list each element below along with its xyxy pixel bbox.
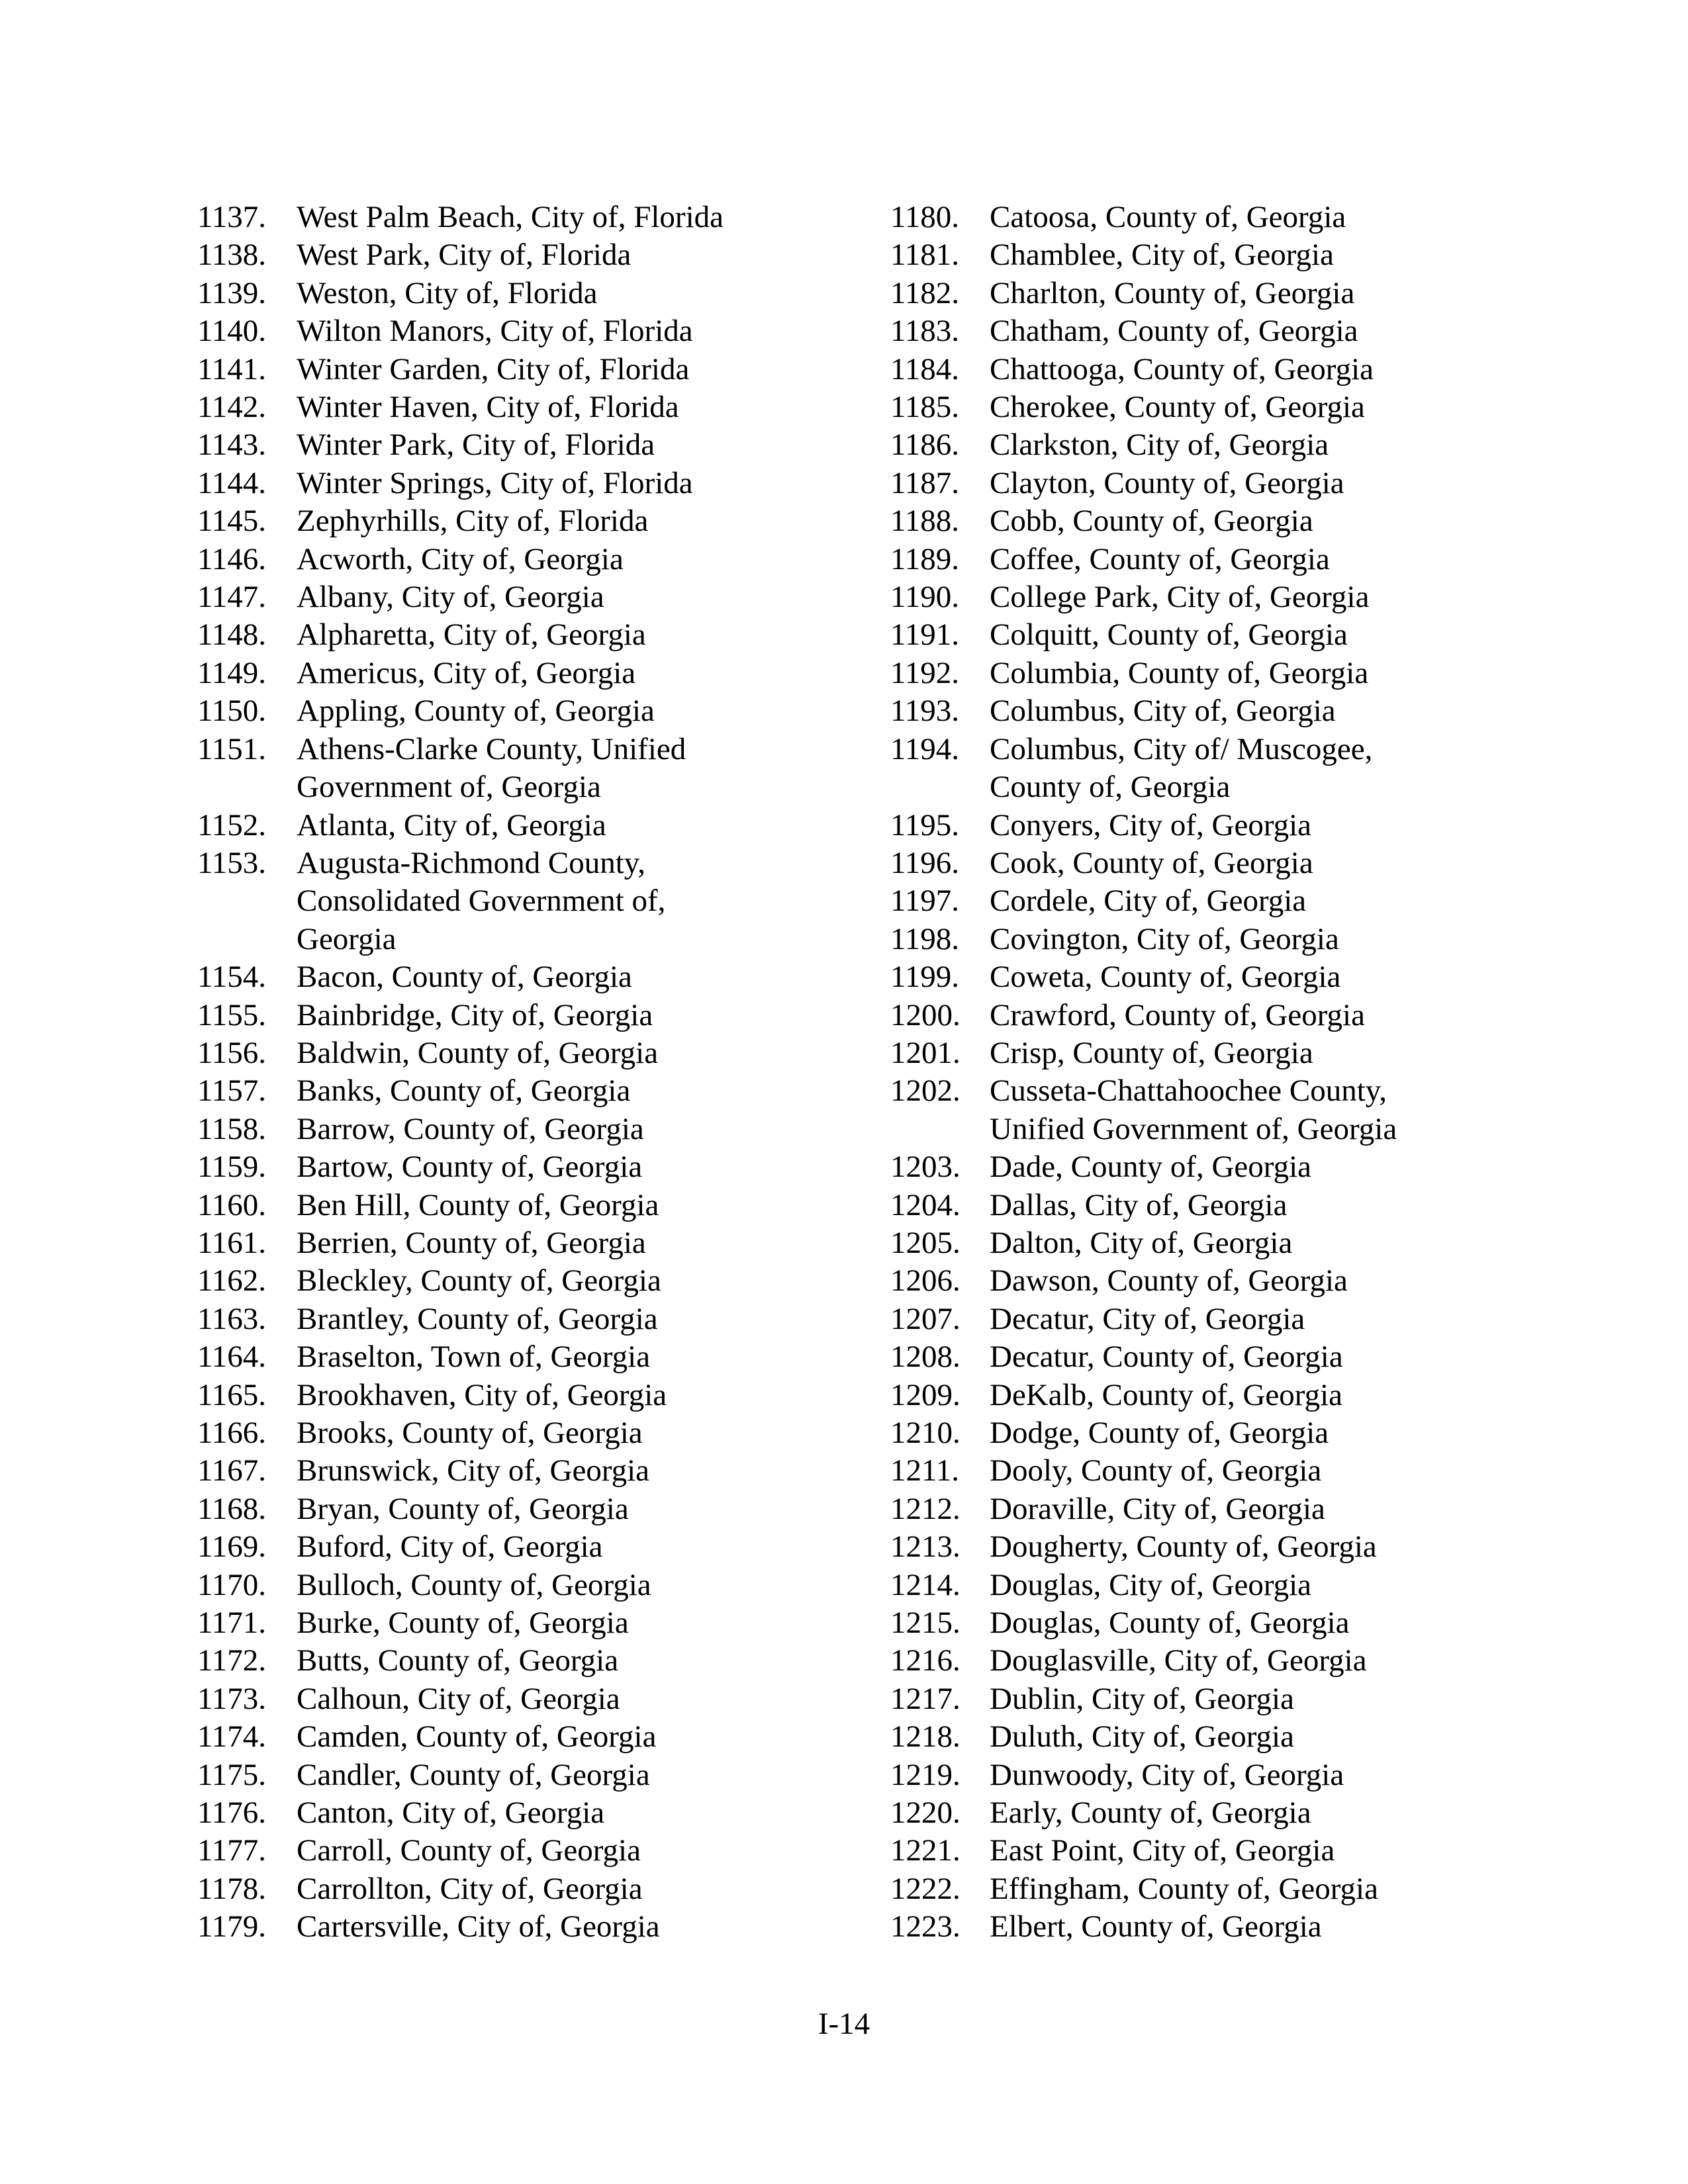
list-item-text: Carroll, County of, Georgia bbox=[297, 1833, 641, 1868]
list-item bbox=[197, 958, 886, 996]
list-item-text: Dalton, City of, Georgia bbox=[990, 1225, 1293, 1260]
list-item-text: Calhoun, City of, Georgia bbox=[297, 1681, 620, 1716]
list-item-number: 1202. bbox=[890, 1073, 961, 1109]
list-item-text: Columbia, County of, Georgia bbox=[990, 655, 1369, 690]
list-item bbox=[890, 1756, 1579, 1794]
list-item-text: Acworth, City of, Georgia bbox=[297, 541, 624, 576]
list-item-number: 1193. bbox=[890, 694, 960, 729]
list-item-text: Atlanta, City of, Georgia bbox=[297, 807, 606, 842]
list-item-text: Buford, City of, Georgia bbox=[297, 1529, 603, 1565]
list-item-number: 1152. bbox=[197, 807, 267, 842]
list-item bbox=[197, 997, 886, 1034]
list-item bbox=[890, 1034, 1579, 1072]
list-item bbox=[890, 1642, 1579, 1680]
list-item bbox=[197, 1642, 886, 1680]
list-item-text: West Park, City of, Florida bbox=[297, 238, 632, 273]
list-item-number: 1186. bbox=[890, 428, 960, 463]
list-item bbox=[890, 1490, 1579, 1528]
list-item bbox=[197, 807, 886, 844]
list-item-text: Covington, City of, Georgia bbox=[990, 921, 1339, 956]
list-item-number: 1161. bbox=[197, 1225, 267, 1260]
list-item-number: 1158. bbox=[197, 1111, 267, 1146]
list-item-text: Albany, City of, Georgia bbox=[297, 580, 604, 615]
list-item-number: 1183. bbox=[890, 314, 960, 349]
list-item-text: Catoosa, County of, Georgia bbox=[990, 200, 1346, 234]
list-item-text: Canton, City of, Georgia bbox=[297, 1796, 605, 1831]
list-item bbox=[197, 1377, 886, 1414]
list-item-text: Brooks, County of, Georgia bbox=[297, 1416, 643, 1450]
list-item-text: Bartow, County of, Georgia bbox=[297, 1150, 643, 1185]
list-item-number: 1169. bbox=[197, 1529, 267, 1565]
list-item-number: 1197. bbox=[890, 884, 960, 919]
list-item-number: 1165. bbox=[197, 1377, 267, 1412]
list-item bbox=[890, 616, 1579, 654]
list-item-number: 1198. bbox=[890, 921, 960, 956]
list-item-text: Douglas, County of, Georgia bbox=[990, 1606, 1350, 1641]
list-item-text: East Point, City of, Georgia bbox=[990, 1833, 1335, 1868]
list-item-number: 1153. bbox=[197, 845, 267, 880]
list-item-number: 1222. bbox=[890, 1871, 961, 1906]
list-item-number: 1175. bbox=[197, 1757, 267, 1792]
list-item-text: Cook, County of, Georgia bbox=[990, 845, 1313, 880]
list-item-number: 1204. bbox=[890, 1187, 961, 1222]
list-item-number: 1138. bbox=[197, 238, 267, 273]
list-item-number: 1188. bbox=[890, 504, 960, 539]
list-item-number: 1173. bbox=[197, 1681, 267, 1716]
list-item-number: 1155. bbox=[197, 997, 267, 1032]
list-item-number: 1216. bbox=[890, 1643, 961, 1678]
list-item bbox=[197, 541, 886, 578]
list-item bbox=[890, 1452, 1579, 1490]
list-item-text: College Park, City of, Georgia bbox=[990, 580, 1370, 615]
list-item-text: Carrollton, City of, Georgia bbox=[297, 1871, 643, 1906]
list-item-text: Doraville, City of, Georgia bbox=[990, 1491, 1325, 1526]
list-item-text: Elbert, County of, Georgia bbox=[990, 1909, 1322, 1944]
list-item bbox=[197, 692, 886, 730]
list-item-text: Douglasville, City of, Georgia bbox=[990, 1643, 1367, 1678]
list-item-number: 1162. bbox=[197, 1263, 267, 1298]
page-number: I-14 bbox=[818, 2007, 870, 2041]
list-item-text: Butts, County of, Georgia bbox=[297, 1643, 619, 1678]
list-item bbox=[890, 236, 1579, 274]
list-item-number: 1199. bbox=[890, 960, 960, 995]
list-item bbox=[197, 1300, 886, 1338]
list-item-number: 1182. bbox=[890, 275, 960, 310]
list-item bbox=[890, 882, 1579, 920]
list-item-text: Zephyrhills, City of, Florida bbox=[297, 504, 649, 539]
list-item bbox=[890, 1187, 1579, 1224]
list-item-number: 1184. bbox=[890, 351, 960, 387]
list-item-number: 1218. bbox=[890, 1719, 961, 1754]
list-item bbox=[890, 351, 1579, 388]
list-item bbox=[890, 692, 1579, 730]
list-item-text: Brookhaven, City of, Georgia bbox=[297, 1377, 667, 1412]
list-item bbox=[197, 426, 886, 464]
list-item-text: Dawson, County of, Georgia bbox=[990, 1263, 1348, 1298]
right-column bbox=[890, 199, 1579, 1946]
list-item bbox=[890, 502, 1579, 540]
list-item bbox=[890, 1224, 1579, 1262]
list-item-text: Coweta, County of, Georgia bbox=[990, 960, 1341, 995]
list-item-number: 1214. bbox=[890, 1567, 961, 1602]
list-item bbox=[197, 388, 886, 426]
list-item-text: Berrien, County of, Georgia bbox=[297, 1225, 646, 1260]
list-item-number: 1206. bbox=[890, 1263, 961, 1298]
list-item-text: Bryan, County of, Georgia bbox=[297, 1491, 629, 1526]
list-item bbox=[890, 655, 1579, 692]
list-item-text: Crisp, County of, Georgia bbox=[990, 1035, 1313, 1070]
list-item bbox=[890, 1528, 1579, 1566]
list-item-text: Brantley, County of, Georgia bbox=[297, 1301, 658, 1336]
list-item-text: Weston, City of, Florida bbox=[297, 275, 598, 310]
list-item-number: 1151. bbox=[197, 731, 267, 766]
list-item-text: Winter Garden, City of, Florida bbox=[297, 351, 690, 387]
list-item-number: 1209. bbox=[890, 1377, 961, 1412]
list-item bbox=[890, 1718, 1579, 1756]
list-item-text: Wilton Manors, City of, Florida bbox=[297, 314, 693, 349]
list-item-text: Columbus, City of/ Muscogee, County of, Georgia bbox=[990, 731, 1373, 805]
list-item-text: Cartersville, City of, Georgia bbox=[297, 1909, 660, 1944]
list-item bbox=[890, 275, 1579, 312]
list-item-text: Early, County of, Georgia bbox=[990, 1796, 1311, 1831]
list-item-number: 1156. bbox=[197, 1035, 267, 1070]
list-item-number: 1140. bbox=[197, 314, 267, 349]
list-item bbox=[890, 1870, 1579, 1908]
list-item-number: 1219. bbox=[890, 1757, 961, 1792]
list-item-text: West Palm Beach, City of, Florida bbox=[297, 200, 724, 234]
list-item bbox=[890, 1262, 1579, 1300]
list-item bbox=[890, 1414, 1579, 1452]
list-item-number: 1142. bbox=[197, 390, 267, 425]
list-item-number: 1149. bbox=[197, 655, 267, 690]
list-item-text: Winter Park, City of, Florida bbox=[297, 428, 655, 463]
list-item-text: Dublin, City of, Georgia bbox=[990, 1681, 1294, 1716]
list-item bbox=[197, 199, 886, 236]
list-item bbox=[197, 1414, 886, 1452]
list-item bbox=[890, 1832, 1579, 1870]
list-item bbox=[197, 1528, 886, 1566]
list-item-text: DeKalb, County of, Georgia bbox=[990, 1377, 1342, 1412]
list-item-number: 1174. bbox=[197, 1719, 267, 1754]
list-item-text: Burke, County of, Georgia bbox=[297, 1606, 629, 1641]
list-item-number: 1185. bbox=[890, 390, 960, 425]
list-item-number: 1141. bbox=[197, 351, 267, 387]
list-item-number: 1154. bbox=[197, 960, 267, 995]
list-item bbox=[197, 502, 886, 540]
list-item-text: Chatham, County of, Georgia bbox=[990, 314, 1358, 349]
list-item bbox=[890, 1338, 1579, 1376]
list-item-number: 1196. bbox=[890, 845, 960, 880]
list-item-number: 1157. bbox=[197, 1073, 267, 1109]
list-item bbox=[197, 351, 886, 388]
list-item bbox=[197, 1794, 886, 1832]
list-item-number: 1211. bbox=[890, 1453, 960, 1488]
list-item-text: Cusseta-Chattahoochee County, Unified Government of, Georgia bbox=[990, 1073, 1397, 1146]
list-item-text: Bulloch, County of, Georgia bbox=[297, 1567, 651, 1602]
list-item-text: Dooly, County of, Georgia bbox=[990, 1453, 1322, 1488]
list-item-number: 1179. bbox=[197, 1909, 267, 1944]
list-item-text: Camden, County of, Georgia bbox=[297, 1719, 657, 1754]
list-item-text: Clayton, County of, Georgia bbox=[990, 465, 1344, 500]
list-item bbox=[890, 388, 1579, 426]
list-item-text: Athens-Clarke County, Unified Government of, Georgia bbox=[297, 731, 686, 805]
list-item-number: 1147. bbox=[197, 580, 267, 615]
list-item-number: 1194. bbox=[890, 731, 960, 766]
list-item-text: Augusta-Richmond County, Consolidated Government of, Georgia bbox=[297, 845, 666, 956]
list-item bbox=[197, 1908, 886, 1946]
list-item-text: Coffee, County of, Georgia bbox=[990, 541, 1330, 576]
list-item-number: 1192. bbox=[890, 655, 960, 690]
list-item-text: Dunwoody, City of, Georgia bbox=[990, 1757, 1344, 1792]
list-item bbox=[890, 921, 1579, 958]
list-item-number: 1139. bbox=[197, 275, 267, 310]
list-item-text: Colquitt, County of, Georgia bbox=[990, 617, 1348, 653]
list-item-number: 1176. bbox=[197, 1796, 267, 1831]
list-item-number: 1215. bbox=[890, 1606, 961, 1641]
list-item-text: Columbus, City of, Georgia bbox=[990, 694, 1336, 729]
list-item-text: Decatur, City of, Georgia bbox=[990, 1301, 1305, 1336]
list-item bbox=[890, 1377, 1579, 1414]
list-item-number: 1187. bbox=[890, 465, 960, 500]
list-item bbox=[890, 958, 1579, 996]
list-item-text: Ben Hill, County of, Georgia bbox=[297, 1187, 659, 1222]
list-item-text: Winter Haven, City of, Florida bbox=[297, 390, 679, 425]
list-item bbox=[890, 1680, 1579, 1718]
list-item bbox=[890, 731, 1579, 807]
list-item bbox=[890, 1567, 1579, 1604]
list-item-text: Dougherty, County of, Georgia bbox=[990, 1529, 1377, 1565]
list-item bbox=[890, 1072, 1579, 1148]
list-item bbox=[197, 655, 886, 692]
list-item bbox=[197, 1680, 886, 1718]
list-item-text: Cobb, County of, Georgia bbox=[990, 504, 1313, 539]
list-item-text: Chamblee, City of, Georgia bbox=[990, 238, 1334, 273]
list-item bbox=[890, 578, 1579, 616]
list-item-number: 1143. bbox=[197, 428, 267, 463]
list-item-number: 1160. bbox=[197, 1187, 267, 1222]
list-item-text: Cordele, City of, Georgia bbox=[990, 884, 1307, 919]
list-item-number: 1137. bbox=[197, 200, 267, 234]
list-item-number: 1213. bbox=[890, 1529, 961, 1565]
list-item bbox=[197, 236, 886, 274]
list-item bbox=[197, 1490, 886, 1528]
list-item bbox=[197, 578, 886, 616]
list-item-text: Americus, City of, Georgia bbox=[297, 655, 636, 690]
list-item-number: 1191. bbox=[890, 617, 960, 653]
list-item-number: 1168. bbox=[197, 1491, 267, 1526]
list-item bbox=[890, 997, 1579, 1034]
list-item-text: Bainbridge, City of, Georgia bbox=[297, 997, 653, 1032]
list-item bbox=[197, 844, 886, 958]
list-item-number: 1210. bbox=[890, 1416, 961, 1450]
list-item-number: 1150. bbox=[197, 694, 267, 729]
list-item-number: 1159. bbox=[197, 1150, 267, 1185]
list-item-text: Charlton, County of, Georgia bbox=[990, 275, 1355, 310]
list-item-number: 1178. bbox=[197, 1871, 267, 1906]
list-item-number: 1201. bbox=[890, 1035, 961, 1070]
list-item bbox=[197, 1262, 886, 1300]
list-item bbox=[197, 1187, 886, 1224]
list-item-number: 1223. bbox=[890, 1909, 961, 1944]
list-item-text: Alpharetta, City of, Georgia bbox=[297, 617, 646, 653]
list-item-text: Candler, County of, Georgia bbox=[297, 1757, 650, 1792]
list-item-number: 1200. bbox=[890, 997, 961, 1032]
list-item-number: 1166. bbox=[197, 1416, 267, 1450]
list-item-text: Braselton, Town of, Georgia bbox=[297, 1340, 651, 1375]
list-item-text: Dade, County of, Georgia bbox=[990, 1150, 1311, 1185]
list-item-number: 1177. bbox=[197, 1833, 267, 1868]
list-item-number: 1181. bbox=[890, 238, 960, 273]
list-item-number: 1163. bbox=[197, 1301, 267, 1336]
list-item-text: Baldwin, County of, Georgia bbox=[297, 1035, 659, 1070]
list-item-number: 1167. bbox=[197, 1453, 267, 1488]
list-item bbox=[890, 844, 1579, 882]
list-item-number: 1220. bbox=[890, 1796, 961, 1831]
list-item bbox=[890, 1794, 1579, 1832]
list-item bbox=[197, 1224, 886, 1262]
list-item bbox=[197, 1718, 886, 1756]
list-item-text: Chattooga, County of, Georgia bbox=[990, 351, 1374, 387]
list-item bbox=[197, 1111, 886, 1148]
list-item-number: 1144. bbox=[197, 465, 267, 500]
list-item-number: 1221. bbox=[890, 1833, 961, 1868]
list-item bbox=[197, 1756, 886, 1794]
list-item bbox=[890, 312, 1579, 350]
list-item-number: 1207. bbox=[890, 1301, 961, 1336]
list-item bbox=[197, 731, 886, 807]
list-item bbox=[890, 1908, 1579, 1946]
list-item-number: 1148. bbox=[197, 617, 267, 653]
list-item bbox=[890, 541, 1579, 578]
list-item bbox=[890, 807, 1579, 844]
list-item bbox=[890, 1148, 1579, 1186]
list-item-number: 1190. bbox=[890, 580, 960, 615]
list-item-number: 1164. bbox=[197, 1340, 267, 1375]
list-item-number: 1189. bbox=[890, 541, 960, 576]
list-item bbox=[197, 1832, 886, 1870]
list-item bbox=[890, 426, 1579, 464]
list-item-number: 1203. bbox=[890, 1150, 961, 1185]
list-item-text: Conyers, City of, Georgia bbox=[990, 807, 1312, 842]
list-item-number: 1217. bbox=[890, 1681, 961, 1716]
list-item-number: 1172. bbox=[197, 1643, 267, 1678]
list-item-text: Winter Springs, City of, Florida bbox=[297, 465, 693, 500]
list-item bbox=[197, 1604, 886, 1642]
list-item-text: Duluth, City of, Georgia bbox=[990, 1719, 1294, 1754]
list-item bbox=[197, 1452, 886, 1490]
list-item bbox=[197, 1338, 886, 1376]
list-item bbox=[197, 616, 886, 654]
list-item-text: Brunswick, City of, Georgia bbox=[297, 1453, 650, 1488]
list-item-text: Bleckley, County of, Georgia bbox=[297, 1263, 661, 1298]
list-item-text: Crawford, County of, Georgia bbox=[990, 997, 1365, 1032]
list-item-number: 1170. bbox=[197, 1567, 267, 1602]
list-item-text: Appling, County of, Georgia bbox=[297, 694, 655, 729]
list-item-number: 1171. bbox=[197, 1606, 267, 1641]
list-item-text: Dodge, County of, Georgia bbox=[990, 1416, 1329, 1450]
list-item bbox=[197, 1072, 886, 1110]
list-item bbox=[197, 312, 886, 350]
list-item bbox=[197, 465, 886, 502]
list-item-number: 1208. bbox=[890, 1340, 961, 1375]
list-item-text: Dallas, City of, Georgia bbox=[990, 1187, 1288, 1222]
list-item bbox=[197, 1870, 886, 1908]
list-item bbox=[197, 1034, 886, 1072]
list-item bbox=[890, 199, 1579, 236]
list-item-text: Bacon, County of, Georgia bbox=[297, 960, 632, 995]
list-item-text: Cherokee, County of, Georgia bbox=[990, 390, 1365, 425]
list-item bbox=[890, 1604, 1579, 1642]
list-item-text: Decatur, County of, Georgia bbox=[990, 1340, 1343, 1375]
list-item bbox=[197, 275, 886, 312]
list-item-text: Barrow, County of, Georgia bbox=[297, 1111, 644, 1146]
list-item-text: Banks, County of, Georgia bbox=[297, 1073, 631, 1109]
list-item-number: 1205. bbox=[890, 1225, 961, 1260]
list-item bbox=[197, 1148, 886, 1186]
list-item bbox=[197, 1567, 886, 1604]
list-item bbox=[890, 465, 1579, 502]
list-item-number: 1180. bbox=[890, 200, 960, 234]
list-item-number: 1146. bbox=[197, 541, 267, 576]
list-item-number: 1212. bbox=[890, 1491, 961, 1526]
left-column bbox=[197, 199, 886, 1946]
list-item-text: Clarkston, City of, Georgia bbox=[990, 428, 1329, 463]
list-item-text: Effingham, County of, Georgia bbox=[990, 1871, 1378, 1906]
list-item bbox=[890, 1300, 1579, 1338]
list-item-number: 1195. bbox=[890, 807, 960, 842]
list-item-number: 1145. bbox=[197, 504, 267, 539]
list-item-text: Douglas, City of, Georgia bbox=[990, 1567, 1312, 1602]
